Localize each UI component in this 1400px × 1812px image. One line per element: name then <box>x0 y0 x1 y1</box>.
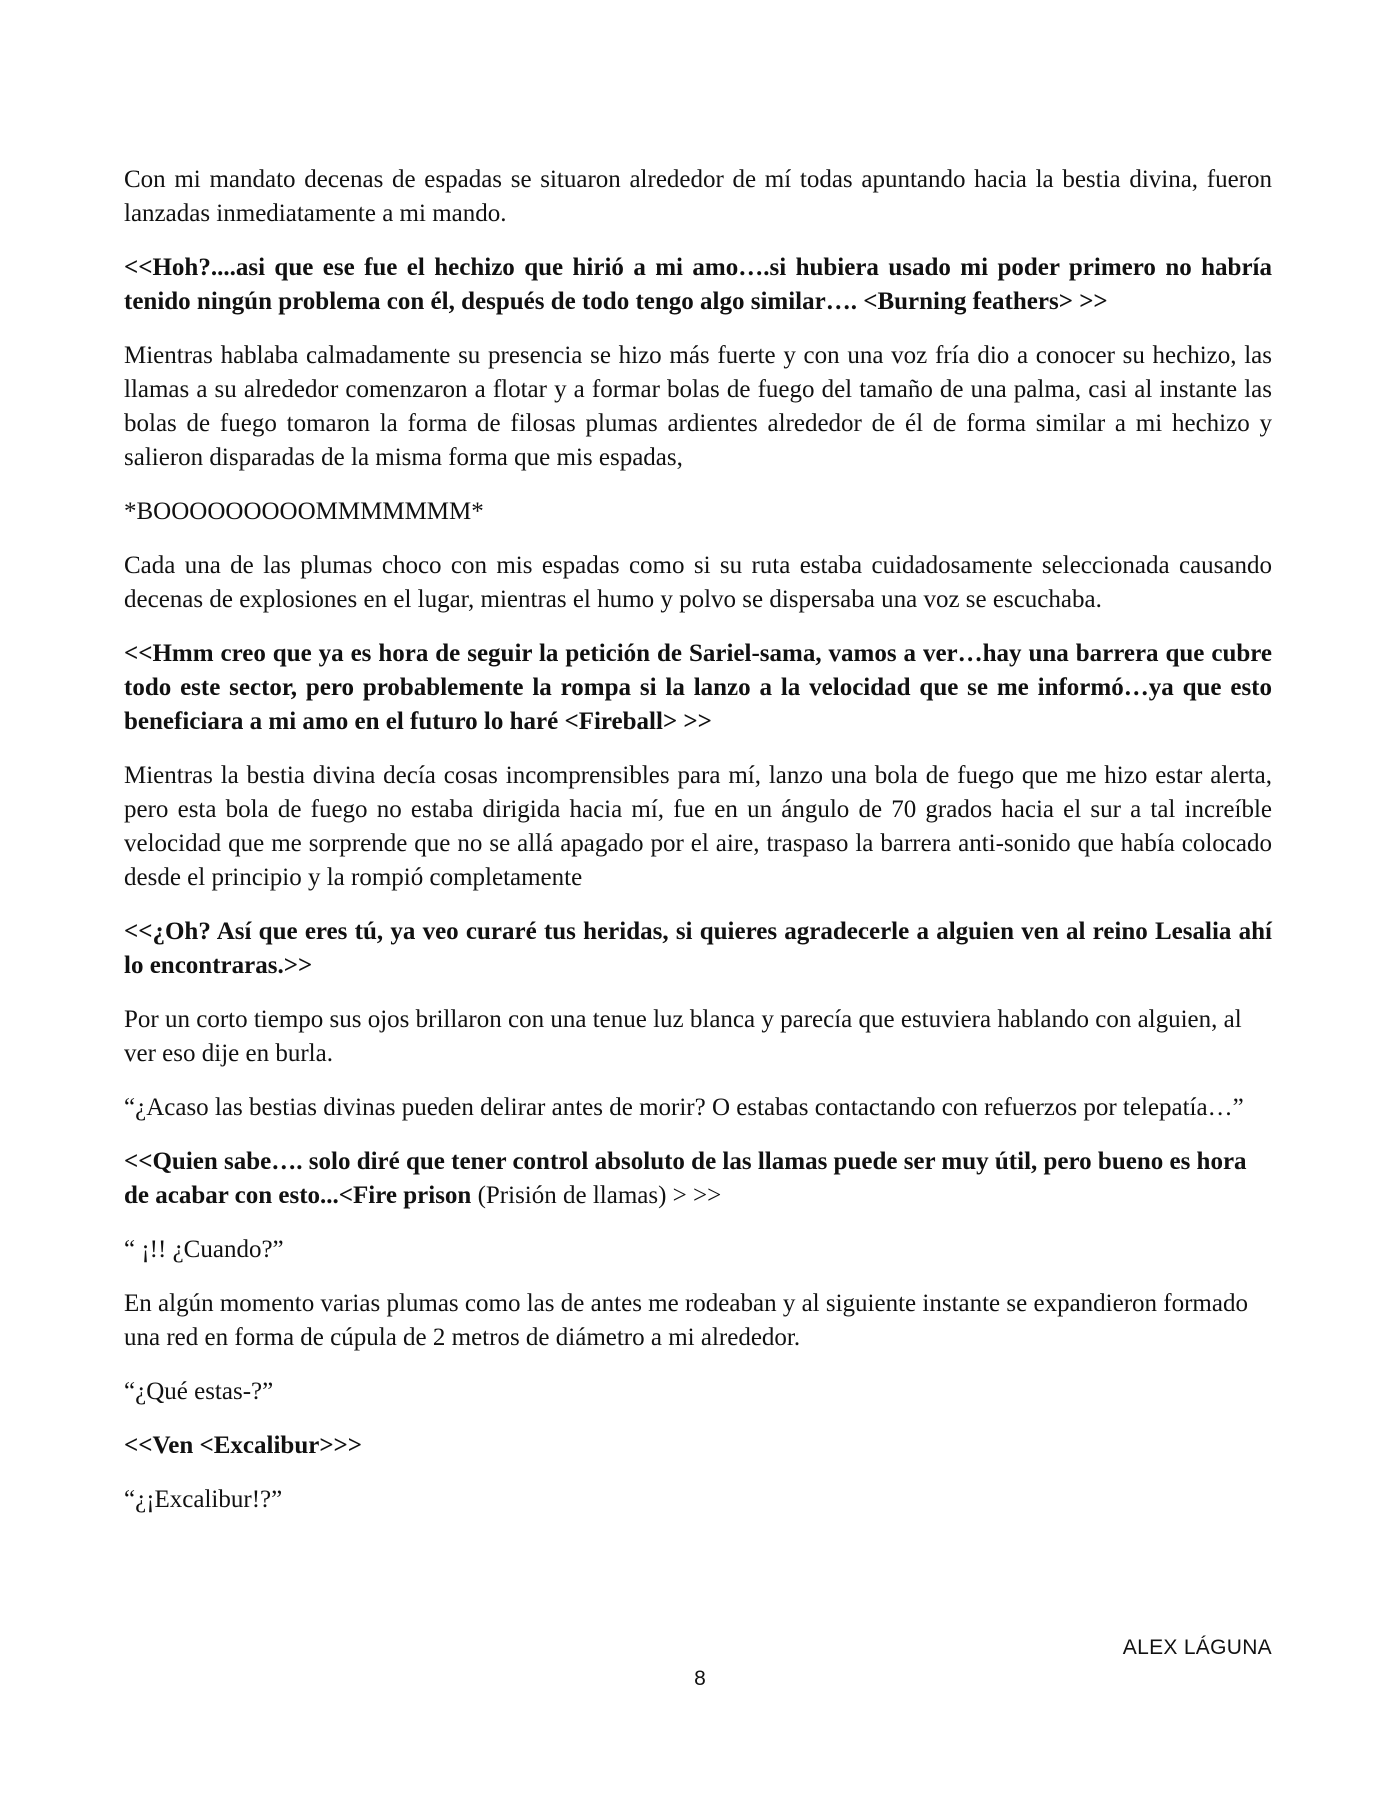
narration-paragraph: En algún momento varias plumas como las de antes me rodeaban y al siguiente instante se expandieron formado una red en forma de cúpula de 2 metros de diámetro a mi alrededor. <box>124 1290 1248 1351</box>
dialogue-paragraph: <<Hoh?....asi que ese fue el hechizo que hirió a mi amo….si hubiera usado mi poder primero no habría tenido ningún problema con él, después de todo tengo algo similar…. <Burning feathers> >> <box>124 254 1272 315</box>
narration-paragraph: Mientras hablaba calmadamente su presencia se hizo más fuerte y con una voz fría dio a conocer su hechizo, las llamas a su alrededor comenzaron a flotar y a formar bolas de fuego del tamaño de una palma, casi al instante las bolas de fuego tomaron la forma de filosas plumas ardientes alrededor de él de forma similar a mi hechizo y salieron disparadas de la misma forma que mis espadas, <box>124 342 1272 471</box>
dialogue-paragraph: “¿Qué estas-?” <box>124 1378 274 1405</box>
narration-paragraph: Con mi mandato decenas de espadas se situaron alrededor de mí todas apuntando hacia la bestia divina, fueron lanzadas inmediatamente a mi mando. <box>124 166 1272 227</box>
author-name: ALEX LÁGUNA <box>1122 1636 1272 1659</box>
dialogue-paragraph: <<Hmm creo que ya es hora de seguir la petición de Sariel-sama, vamos a ver…hay una barrera que cubre todo este sector, pero probablemente la rompa si la lanzo a la velocidad que se me informó…ya que esto beneficiara a mi amo en el futuro lo haré <Fireball> >> <box>124 640 1272 735</box>
dialogue-paragraph: <<¿Oh? Así que eres tú, ya veo curaré tus heridas, si quieres agradecerle a alguien ven al reino Lesalia ahí lo encontraras.>> <box>124 918 1272 979</box>
dialogue-bold-text: <<Quien sabe…. solo diré que tener control absoluto de las llamas puede ser muy útil, pero bueno es hora de acabar con esto...<Fire prison <box>124 1148 1247 1209</box>
dialogue-paragraph: <<Ven <Excalibur>>> <box>124 1432 363 1459</box>
narration-paragraph: Mientras la bestia divina decía cosas incomprensibles para mí, lanzo una bola de fuego que me hizo estar alerta, pero esta bola de fuego no estaba dirigida hacia mí, fue en un ángulo de 70 grados hacia el sur a tal increíble velocidad que me sorprende que no se allá apagado por el aire, traspaso la barrera anti-sonido que había colocado desde el principio y la rompió completamente <box>124 762 1272 891</box>
dialogue-paragraph: “¿¡Excalibur!?” <box>124 1486 283 1513</box>
dialogue-paragraph: “¿Acaso las bestias divinas pueden delirar antes de morir? O estabas contactando con refuerzos por telepatía…” <box>124 1094 1244 1121</box>
page-number: 8 <box>694 1667 706 1690</box>
sound-effect: *BOOOOOOOOOMMMMMMM* <box>124 498 484 525</box>
narration-paragraph: Por un corto tiempo sus ojos brillaron con una tenue luz blanca y parecía que estuviera hablando con alguien, al ver eso dije en burla. <box>124 1006 1242 1067</box>
dialogue-paragraph: “ ¡!! ¿Cuando?” <box>124 1236 284 1263</box>
narration-paragraph: Cada una de las plumas choco con mis espadas como si su ruta estaba cuidadosamente seleccionada causando decenas de explosiones en el lugar, mientras el humo y polvo se dispersaba una voz se escuchaba. <box>124 552 1272 613</box>
page-body <box>124 163 1272 1537</box>
dialogue-plain-text: (Prisión de llamas) > >> <box>471 1182 722 1209</box>
dialogue-paragraph <box>124 1145 1272 1213</box>
